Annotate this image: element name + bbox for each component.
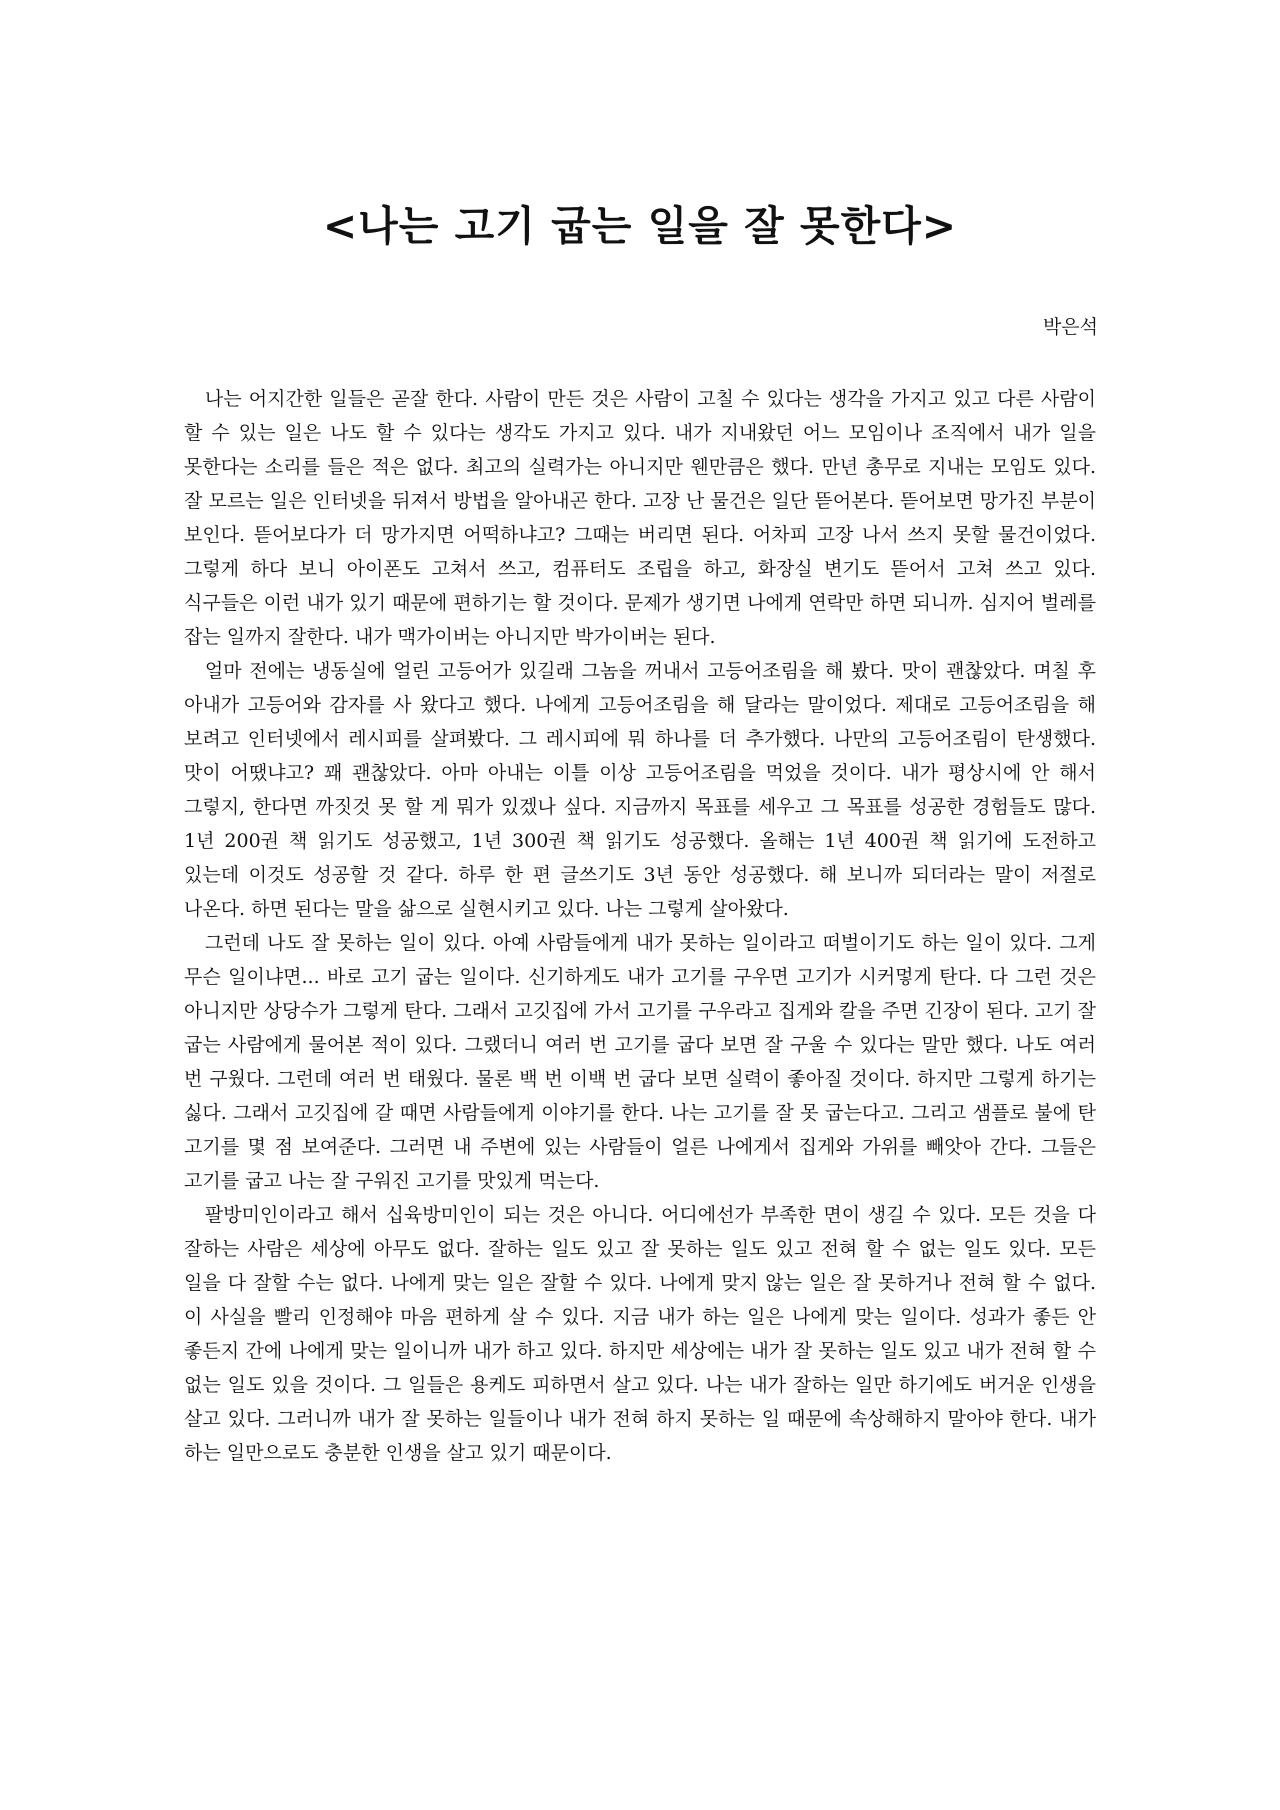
paragraph: 나는 어지간한 일들은 곧잘 한다. 사람이 만든 것은 사람이 고칠 수 있다는 생각을 가지고 있고 다른 사람이 할 수 있는 일은 나도 할 수 있다는 생각도 가지고 있다. 내가 지내왔던 어느 모임이나 조직에서 내가 일을 못한다는 소리를 들은 적은 없다. 최고의 실력가는 아니지만 웬만큼은 했다. 만년 총무로 지내는 모임도 있다. 잘 모르는 일은 인터넷을 뒤져서 방법을 알아내곤 한다. 고장 난 물건은 일단 뜯어본다. 뜯어보면 망가진 부분이 보인다. 뜯어보다가 더 망가지면 어떡하냐고? 그때는 버리면 된다. 어차피 고장 나서 쓰지 못할 물건이었다. 그렇게 하다 보니 아이폰도 고쳐서 쓰고, 컴퓨터도 조립을 하고, 화장실 변기도 뜯어서 고쳐 쓰고 있다. 식구들은 이런 내가 있기 때문에 편하기는 할 것이다. 문제가 생기면 나에게 연락만 하면 되니까. 심지어 벌레를 잡는 일까지 잘한다. 내가 맥가이버는 아니지만 박가이버는 된다. bbox=[184, 388, 1096, 648]
author-name: 박은석 bbox=[1042, 316, 1098, 338]
document-body bbox=[184, 382, 1096, 1470]
paragraph: 그런데 나도 잘 못하는 일이 있다. 아예 사람들에게 내가 못하는 일이라고 떠벌이기도 하는 일이 있다. 그게 무슨 일이냐면... 바로 고기 굽는 일이다. 신기하게도 내가 고기를 구우면 고기가 시커멓게 탄다. 다 그런 것은 아니지만 상당수가 그렇게 탄다. 그래서 고깃집에 가서 고기를 구우라고 집게와 칼을 주면 긴장이 된다. 고기 잘 굽는 사람에게 물어본 적이 있다. 그랬더니 여러 번 고기를 굽다 보면 잘 구울 수 있다는 말만 했다. 나도 여러 번 구웠다. 그런데 여러 번 태웠다. 물론 백 번 이백 번 굽다 보면 실력이 좋아질 것이다. 하지만 그렇게 하기는 싫다. 그래서 고깃집에 갈 때면 사람들에게 이야기를 한다. 나는 고기를 잘 못 굽는다고. 그리고 샘플로 불에 탄 고기를 몇 점 보여준다. 그러면 내 주변에 있는 사람들이 얼른 나에게서 집게와 가위를 빼앗아 간다. 그들은 고기를 굽고 나는 잘 구워진 고기를 맛있게 먹는다. bbox=[184, 932, 1096, 1192]
paragraph: 얼마 전에는 냉동실에 얼린 고등어가 있길래 그놈을 꺼내서 고등어조림을 해 봤다. 맛이 괜찮았다. 며칠 후 아내가 고등어와 감자를 사 왔다고 했다. 나에게 고등어조림을 해 달라는 말이었다. 제대로 고등어조림을 해 보려고 인터넷에서 레시피를 살펴봤다. 그 레시피에 뭐 하나를 더 추가했다. 나만의 고등어조림이 탄생했다. 맛이 어땠냐고? 꽤 괜찮았다. 아마 아내는 이틀 이상 고등어조림을 먹었을 것이다. 내가 평상시에 안 해서 그렇지, 한다면 까짓것 못 할 게 뭐가 있겠나 싶다. 지금까지 목표를 세우고 그 목표를 성공한 경험들도 많다. 1년 200권 책 읽기도 성공했고, 1년 300권 책 읽기도 성공했다. 올해는 1년 400권 책 읽기에 도전하고 있는데 이것도 성공할 것 같다. 하루 한 편 글쓰기도 3년 동안 성공했다. 해 보니까 되더라는 말이 저절로 나온다. 하면 된다는 말을 삶으로 실현시키고 있다. 나는 그렇게 살아왔다. bbox=[184, 660, 1096, 920]
paragraph: 팔방미인이라고 해서 십육방미인이 되는 것은 아니다. 어디에선가 부족한 면이 생길 수 있다. 모든 것을 다 잘하는 사람은 세상에 아무도 없다. 잘하는 일도 있고 잘 못하는 일도 있고 전혀 할 수 없는 일도 있다. 모든 일을 다 잘할 수는 없다. 나에게 맞는 일은 잘할 수 있다. 나에게 맞지 않는 일은 잘 못하거나 전혀 할 수 없다. 이 사실을 빨리 인정해야 마음 편하게 살 수 있다. 지금 내가 하는 일은 나에게 맞는 일이다. 성과가 좋든 안 좋든지 간에 나에게 맞는 일이니까 내가 하고 있다. 하지만 세상에는 내가 잘 못하는 일도 있고 내가 전혀 할 수 없는 일도 있을 것이다. 그 일들은 용케도 피하면서 살고 있다. 나는 내가 잘하는 일만 하기에도 버거운 인생을 살고 있다. 그러니까 내가 잘 못하는 일들이나 내가 전혀 하지 못하는 일 때문에 속상해하지 말아야 한다. 내가 하는 일만으로도 충분한 인생을 살고 있기 때문이다. bbox=[184, 1204, 1096, 1464]
document-title: <나는 고기 굽는 일을 잘 못한다> bbox=[322, 202, 958, 250]
